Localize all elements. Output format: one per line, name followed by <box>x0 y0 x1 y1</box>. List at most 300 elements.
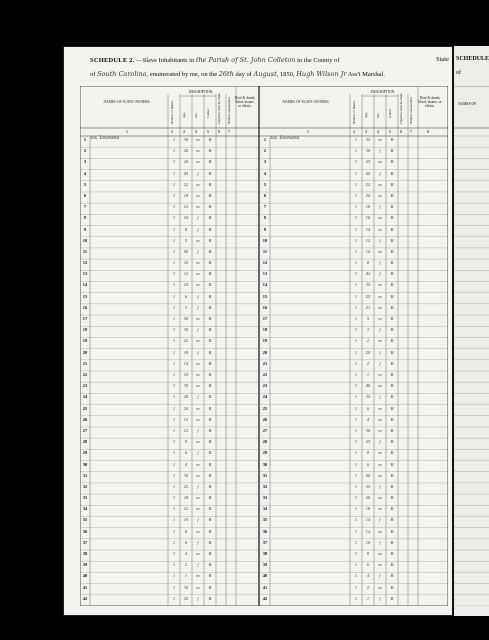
description-header-right: DESCRIPTION. <box>370 90 396 94</box>
cell-right-col5: B <box>390 405 394 411</box>
row-number-right: 8 <box>263 215 267 221</box>
cell-right-col4: m <box>378 551 382 557</box>
cell-right-col5: B <box>390 383 394 389</box>
cell-left-col2: 1 <box>172 338 176 344</box>
cell-left-col2: 1 <box>172 439 176 445</box>
cell-right-col3: 35 <box>365 282 371 288</box>
cell-right-col4: m <box>378 248 382 254</box>
row-number-left: 27 <box>82 427 88 433</box>
sex-header-right: Sex. <box>376 112 380 118</box>
row-number-left: 23 <box>82 383 88 389</box>
cell-left-col4: f <box>197 427 199 433</box>
row-number-left: 25 <box>82 405 88 411</box>
cell-right-col5: B <box>390 360 394 366</box>
cell-left-col4: m <box>196 405 200 411</box>
cell-left-col4: f <box>197 215 199 221</box>
row-number-right: 13 <box>262 271 268 277</box>
cell-right-col5: B <box>390 427 394 433</box>
row-number-right: 29 <box>262 450 268 456</box>
cell-left-col5: B <box>208 192 212 198</box>
cell-left-col2: 1 <box>172 282 176 288</box>
cell-left-col3: 30 <box>183 584 189 590</box>
row-number-right: 5 <box>263 181 267 187</box>
cell-left-col4: m <box>196 237 200 243</box>
cell-right-col2: 1 <box>354 472 358 478</box>
column-number-left: 4 <box>194 129 198 134</box>
cell-right-col3: 12 <box>365 528 371 534</box>
cell-right-col5: B <box>390 316 394 322</box>
row-number-right: 24 <box>262 394 268 400</box>
cell-right-col5: B <box>390 506 394 512</box>
cell-right-col2: 1 <box>354 226 358 232</box>
owner-name-right: Jos. Townsend <box>270 136 299 141</box>
cell-right-col3: 60 <box>365 170 371 176</box>
cell-left-col2: 1 <box>172 159 176 165</box>
row-number-right: 17 <box>262 316 268 322</box>
adjacent-of-text: of <box>456 70 461 76</box>
cell-left-col2: 1 <box>172 226 176 232</box>
cell-right-col2: 1 <box>354 439 358 445</box>
cell-left-col3: 10 <box>183 372 189 377</box>
cell-right-col3: 14 <box>365 226 371 232</box>
cell-left-col2: 1 <box>172 304 176 310</box>
cell-left-col5: B <box>208 327 212 333</box>
row-number-left: 9 <box>83 226 87 232</box>
row-number-left: 40 <box>82 573 88 579</box>
row-number-left: 19 <box>82 338 88 344</box>
row-number-right: 15 <box>262 293 268 299</box>
cell-left-col2: 1 <box>172 394 176 400</box>
cell-right-col2: 1 <box>354 237 358 243</box>
cell-right-col5: B <box>390 248 394 254</box>
cell-left-col3: 9 <box>184 439 188 445</box>
cell-right-col5: B <box>390 293 394 299</box>
cell-right-col5: B <box>390 271 394 277</box>
deaf-column-header-right: Deaf & dumb, blind, insane, or idiotic. <box>418 96 442 109</box>
row-number-right: 9 <box>263 226 267 232</box>
cell-left-col2: 1 <box>172 148 176 154</box>
cell-right-col3: 18 <box>365 204 371 210</box>
cell-left-col2: 1 <box>172 137 176 142</box>
cell-right-col5: B <box>390 584 394 590</box>
cell-left-col5: B <box>208 148 212 154</box>
row-number-right: 37 <box>262 539 268 545</box>
cell-right-col2: 1 <box>354 148 358 154</box>
cell-right-col3: 1 <box>366 595 370 601</box>
deaf-column-header-left: Deaf & dumb, blind, insane, or idiotic. <box>234 96 256 109</box>
row-number-left: 2 <box>83 148 87 154</box>
row-number-left: 32 <box>82 483 88 489</box>
sex-header-left: Sex. <box>194 112 198 118</box>
row-number-right: 14 <box>262 282 268 288</box>
cell-left-col4: m <box>196 192 200 198</box>
row-number-left: 4 <box>83 170 87 176</box>
cell-left-col4: m <box>196 472 200 478</box>
state-handwritten: South Carolina <box>97 70 147 78</box>
cell-left-col5: B <box>208 181 212 187</box>
cell-right-col2: 1 <box>354 271 358 277</box>
cell-right-col2: 1 <box>354 416 358 422</box>
cell-right-col3: 6 <box>366 405 370 411</box>
cell-left-col4: m <box>196 528 200 534</box>
cell-right-col5: B <box>390 170 394 176</box>
cell-right-col5: B <box>390 304 394 310</box>
cell-left-col2: 1 <box>172 562 176 568</box>
row-number-left: 10 <box>82 237 88 243</box>
cell-left-col2: 1 <box>172 237 176 243</box>
cell-right-col2: 1 <box>354 181 358 187</box>
cell-right-col4: m <box>378 405 382 411</box>
column-number-right: 7 <box>409 129 413 134</box>
column-number-left: 5 <box>206 129 210 134</box>
cell-right-col5: B <box>390 394 394 400</box>
cell-left-col2: 1 <box>172 483 176 489</box>
cell-right-col2: 1 <box>354 595 358 601</box>
cell-left-col4: m <box>196 584 200 590</box>
cell-left-col2: 1 <box>172 450 176 456</box>
row-number-left: 34 <box>82 506 88 512</box>
column-number-right: 4 <box>376 129 380 134</box>
cell-left-col3: 8 <box>184 226 188 232</box>
cell-right-col4: f <box>379 439 381 445</box>
cell-left-col3: 16 <box>183 260 189 266</box>
cell-left-col5: B <box>208 248 212 254</box>
cell-right-col2: 1 <box>354 159 358 165</box>
cell-right-col2: 1 <box>354 394 358 400</box>
cell-right-col2: 1 <box>354 573 358 579</box>
row-number-left: 21 <box>82 360 88 366</box>
column-number-left: 3 <box>182 129 186 134</box>
cell-left-col5: B <box>208 573 212 579</box>
cell-right-col5: B <box>390 539 394 545</box>
cell-right-col5: B <box>390 260 394 266</box>
cell-right-col4: m <box>378 506 382 512</box>
cell-right-col5: B <box>390 450 394 456</box>
cell-left-col3: 30 <box>183 472 189 478</box>
adjacent-page <box>452 46 489 616</box>
cell-right-col2: 1 <box>354 204 358 210</box>
cell-left-col4: m <box>196 137 200 142</box>
cell-right-col2: 1 <box>354 293 358 299</box>
cell-left-col3: 22 <box>183 338 189 344</box>
column-number-left: 6 <box>217 129 221 134</box>
cell-left-col5: B <box>208 349 212 355</box>
cell-right-col2: 1 <box>354 282 358 288</box>
cell-right-col4: m <box>378 316 382 322</box>
cell-left-col3: 12 <box>183 271 189 277</box>
owners-column-header-right: NAMES OF SLAVE OWNERS. <box>282 100 330 104</box>
cell-left-col5: B <box>208 293 212 299</box>
cell-right-col3: 12 <box>365 237 371 243</box>
cell-left-col5: B <box>208 506 212 512</box>
cell-left-col5: B <box>208 271 212 277</box>
cell-left-col2: 1 <box>172 461 176 467</box>
cell-left-col4: m <box>196 461 200 467</box>
cell-right-col3: 30 <box>365 427 371 433</box>
cell-right-col5: B <box>390 495 394 501</box>
cell-left-col2: 1 <box>172 316 176 322</box>
column-number-right: 2 <box>352 129 356 134</box>
cell-right-col4: m <box>378 528 382 534</box>
row-number-left: 18 <box>82 327 88 333</box>
cell-right-col3: 3 <box>366 327 370 333</box>
cell-right-col5: B <box>390 204 394 210</box>
cell-right-col4: m <box>378 472 382 478</box>
cell-left-col3: 6 <box>184 450 188 456</box>
cell-right-col5: B <box>390 439 394 445</box>
row-number-right: 12 <box>262 260 268 266</box>
cell-right-col3: 21 <box>365 304 371 310</box>
column-number-right: 8 <box>426 129 430 134</box>
cell-right-col3: 20 <box>365 192 371 198</box>
cell-left-col5: B <box>208 260 212 266</box>
cell-right-col2: 1 <box>354 338 358 344</box>
row-number-left: 5 <box>83 181 87 187</box>
row-number-right: 10 <box>262 237 268 243</box>
cell-right-col2: 1 <box>354 170 358 176</box>
row-number-left: 26 <box>82 416 88 422</box>
cell-right-col4: m <box>378 304 382 310</box>
cell-left-col2: 1 <box>172 271 176 277</box>
cell-right-col5: B <box>390 372 394 377</box>
cell-right-col2: 1 <box>354 450 358 456</box>
row-number-left: 42 <box>82 595 88 601</box>
cell-right-col4: f <box>379 539 381 545</box>
day-of-text: day of <box>235 71 252 78</box>
row-number-left: 6 <box>83 192 87 198</box>
census-page <box>63 46 453 616</box>
row-number-right: 36 <box>262 528 268 534</box>
row-number-left: 13 <box>82 271 88 277</box>
row-number-left: 28 <box>82 439 88 445</box>
cell-left-col5: B <box>208 405 212 411</box>
cell-left-col3: 30 <box>183 137 189 142</box>
cell-left-col2: 1 <box>172 528 176 534</box>
cell-right-col4: f <box>379 327 381 333</box>
cell-left-col2: 1 <box>172 551 176 557</box>
row-number-left: 3 <box>83 159 87 165</box>
cell-right-col3: 14 <box>365 517 371 523</box>
row-number-right: 27 <box>262 427 268 433</box>
row-number-right: 11 <box>262 248 268 254</box>
cell-right-col2: 1 <box>354 248 358 254</box>
cell-right-col2: 1 <box>354 137 358 142</box>
cell-left-col4: m <box>196 148 200 154</box>
row-number-right: 23 <box>262 383 268 389</box>
row-number-right: 34 <box>262 506 268 512</box>
cell-right-col4: m <box>378 137 382 142</box>
of-text: of <box>90 71 96 78</box>
cell-left-col2: 1 <box>172 383 176 389</box>
cell-left-col4: f <box>197 349 199 355</box>
cell-right-col3: 25 <box>365 293 371 299</box>
cell-left-col5: B <box>208 495 212 501</box>
cell-right-col3: 4 <box>366 416 370 422</box>
cell-right-col3: 20 <box>365 349 371 355</box>
owner-name-left: Jos. Townsend <box>90 136 119 141</box>
cell-left-col4: m <box>196 159 200 165</box>
cell-right-col3: 6 <box>366 461 370 467</box>
cell-left-col5: B <box>208 562 212 568</box>
colour-header-right: Colour. <box>388 108 392 118</box>
fugitives-header-left: Fugitives from the State. <box>217 92 221 124</box>
cell-right-col3: 18 <box>365 506 371 512</box>
cell-right-col2: 1 <box>354 316 358 322</box>
cell-left-col3: 28 <box>183 394 189 400</box>
cell-right-col2: 1 <box>354 360 358 366</box>
cell-left-col2: 1 <box>172 584 176 590</box>
cell-left-col4: f <box>197 562 199 568</box>
row-number-left: 24 <box>82 394 88 400</box>
colour-header-left: Colour. <box>206 108 210 118</box>
cell-left-col2: 1 <box>172 204 176 210</box>
cell-left-col3: 4 <box>184 461 188 467</box>
cell-right-col4: m <box>378 226 382 232</box>
cell-left-col3: 18 <box>183 192 189 198</box>
cell-right-col5: B <box>390 573 394 579</box>
cell-right-col5: B <box>390 562 394 568</box>
schedule-label: SCHEDULE 2. <box>90 57 135 64</box>
cell-right-col3: 2 <box>366 584 370 590</box>
cell-left-col3: 10 <box>183 215 189 221</box>
cell-left-col3: 35 <box>183 383 189 389</box>
cell-left-col5: B <box>208 170 212 176</box>
cell-left-col2: 1 <box>172 506 176 512</box>
cell-left-col2: 1 <box>172 260 176 266</box>
manumitted-header-right: Number manumitted. <box>409 96 413 124</box>
cell-left-col4: m <box>196 204 200 210</box>
cell-right-col5: B <box>390 528 394 534</box>
row-number-left: 15 <box>82 293 88 299</box>
cell-right-col4: f <box>379 271 381 277</box>
cell-right-col5: B <box>390 551 394 557</box>
adjacent-schedule-label: SCHEDULE <box>456 56 489 62</box>
column-number-right: 3 <box>364 129 368 134</box>
cell-right-col2: 1 <box>354 304 358 310</box>
row-number-left: 12 <box>82 260 88 266</box>
cell-left-col2: 1 <box>172 192 176 198</box>
enumerated-text: , enumerated by me, on the <box>146 71 218 78</box>
row-number-left: 36 <box>82 528 88 534</box>
cell-right-col3: 22 <box>365 181 371 187</box>
cell-right-col2: 1 <box>354 562 358 568</box>
cell-left-col5: B <box>208 517 212 523</box>
cell-right-col4: m <box>378 383 382 389</box>
cell-right-col4: f <box>379 394 381 400</box>
row-number-left: 29 <box>82 450 88 456</box>
cell-left-col4: m <box>196 181 200 187</box>
cell-left-col2: 1 <box>172 405 176 411</box>
cell-left-col3: 18 <box>183 349 189 355</box>
cell-right-col2: 1 <box>354 461 358 467</box>
row-number-right: 3 <box>263 159 267 165</box>
cell-right-col2: 1 <box>354 517 358 523</box>
cell-left-col5: B <box>208 427 212 433</box>
adjacent-grid <box>454 86 489 606</box>
cell-left-col5: B <box>208 338 212 344</box>
cell-left-col3: 14 <box>183 360 189 366</box>
cell-right-col4: f <box>379 148 381 154</box>
cell-right-col4: f <box>379 595 381 601</box>
cell-left-col5: B <box>208 539 212 545</box>
cell-left-col4: m <box>196 316 200 322</box>
cell-right-col5: B <box>390 282 394 288</box>
cell-left-col3: 10 <box>183 517 189 523</box>
cell-left-col5: B <box>208 215 212 221</box>
cell-left-col3: 8 <box>184 528 188 534</box>
cell-right-col3: 4 <box>366 573 370 579</box>
cell-right-col5: B <box>390 137 394 142</box>
cell-left-col2: 1 <box>172 595 176 601</box>
cell-right-col3: 6 <box>366 562 370 568</box>
cell-right-col4: m <box>378 215 382 221</box>
cell-right-col4: m <box>378 293 382 299</box>
cell-right-col5: B <box>390 517 394 523</box>
census-table <box>80 86 448 606</box>
row-number-right: 2 <box>263 148 267 154</box>
cell-right-col4: f <box>379 483 381 489</box>
cell-right-col4: f <box>379 260 381 266</box>
cell-left-col2: 1 <box>172 181 176 187</box>
fugitives-header-right: Fugitives from the State. <box>399 92 403 124</box>
cell-right-col4: f <box>379 573 381 579</box>
cell-right-col4: m <box>378 372 382 377</box>
row-number-right: 40 <box>262 573 268 579</box>
cell-right-col3: 8 <box>366 260 370 266</box>
cell-right-col2: 1 <box>354 539 358 545</box>
row-number-left: 20 <box>82 349 88 355</box>
column-number-right: 6 <box>399 129 403 134</box>
cell-left-col3: 10 <box>183 282 189 288</box>
cell-left-col4: m <box>196 271 200 277</box>
cell-right-col4: f <box>379 170 381 176</box>
column-number-right: 1 <box>306 129 310 134</box>
row-number-left: 16 <box>82 304 88 310</box>
cell-right-col5: B <box>390 159 394 165</box>
cell-left-col5: B <box>208 383 212 389</box>
in-county-text: in the County of <box>297 57 340 64</box>
cell-left-col4: m <box>196 282 200 288</box>
cell-right-col3: 35 <box>365 394 371 400</box>
cell-right-col3: 5 <box>366 316 370 322</box>
cell-right-col5: B <box>390 327 394 333</box>
cell-right-col2: 1 <box>354 260 358 266</box>
row-number-right: 22 <box>262 372 268 377</box>
row-number-right: 7 <box>263 204 267 210</box>
row-number-right: 21 <box>262 360 268 366</box>
cell-left-col5: B <box>208 472 212 478</box>
cell-left-col2: 1 <box>172 573 176 579</box>
cell-right-col2: 1 <box>354 349 358 355</box>
cell-right-col3: 42 <box>365 271 371 277</box>
cell-left-col4: m <box>196 551 200 557</box>
adjacent-owners-header: NAMES OF <box>458 102 477 106</box>
row-number-right: 19 <box>262 338 268 344</box>
age-header-left: Age. <box>182 111 186 118</box>
age-header-right: Age. <box>364 111 368 118</box>
cell-right-col3: 10 <box>365 539 371 545</box>
row-number-right: 39 <box>262 562 268 568</box>
year-text: , 1850, <box>276 71 295 78</box>
cell-left-col3: 12 <box>183 427 189 433</box>
row-number-left: 31 <box>82 472 88 478</box>
row-number-left: 7 <box>83 204 87 210</box>
cell-right-col3: 30 <box>365 148 371 154</box>
cell-left-col5: B <box>208 372 212 377</box>
cell-right-col4: f <box>379 204 381 210</box>
cell-left-col4: m <box>196 360 200 366</box>
owners-column-header-left: NAMES OF SLAVE OWNERS. <box>103 100 151 104</box>
